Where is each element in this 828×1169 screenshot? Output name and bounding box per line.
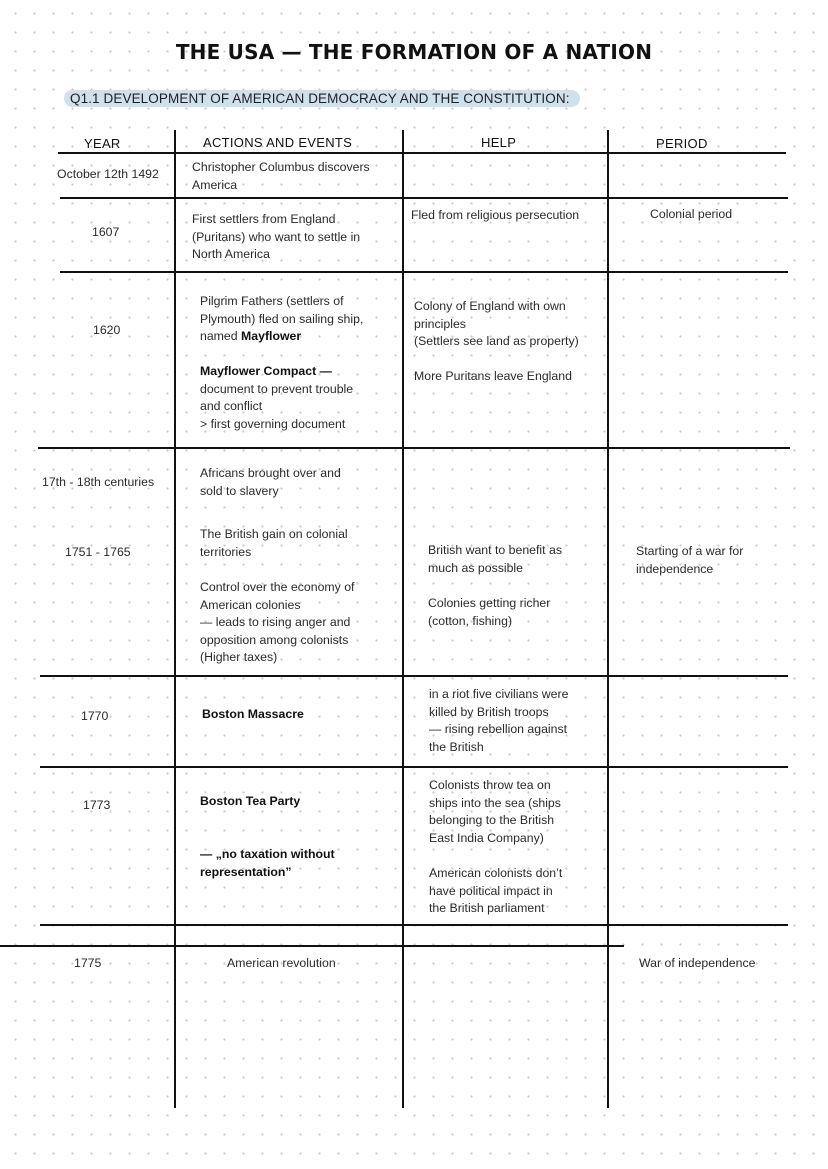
year-cell: 1620 (93, 323, 121, 337)
actions-cell: Boston Massacre (202, 707, 304, 721)
column-divider (607, 130, 609, 1108)
header-period: PERIOD (656, 136, 708, 151)
year-cell: 1751 - 1765 (65, 545, 131, 559)
actions-cell: — „no taxation without representation” (200, 847, 335, 879)
actions-cell: Christopher Columbus discovers America (192, 160, 370, 192)
help-cell: Fled from religious persecution (411, 208, 580, 222)
year-cell: 1775 (74, 956, 102, 970)
help-cell: American colonists don’t have political impact in the British parliament (429, 866, 563, 915)
actions-cell: Boston Tea Party (200, 794, 301, 808)
year-cell: 1773 (83, 798, 111, 812)
year-cell: 17th - 18th centuries (42, 475, 155, 489)
section-subtitle: Q1.1 DEVELOPMENT OF AMERICAN DEMOCRACY AND THE CONSTITUTION: (64, 90, 580, 107)
help-cell: Colonists throw tea on ships into the sea (ships belonging to the British East India Company) (429, 778, 561, 845)
row-divider (60, 197, 788, 199)
help-cell: British want to benefit as much as possible (428, 543, 562, 575)
period-cell: Starting of a war for independence (636, 544, 744, 576)
period-cell: War of independence (639, 956, 756, 970)
page-title: THE USA — THE FORMATION OF A NATION (175, 40, 653, 64)
header-rule (58, 152, 786, 154)
header-help: HELP (481, 135, 517, 150)
column-divider (174, 130, 176, 1108)
actions-cell: Africans brought over and sold to slavery (200, 466, 341, 498)
row-divider (0, 945, 624, 947)
actions-cell: Control over the economy of American colonies — leads to rising anger and opposition among colonists (Higher taxes) (200, 580, 355, 664)
help-cell: in a riot five civilians were killed by British troops — rising rebellion against the British (429, 687, 569, 754)
actions-cell: The British gain on colonial territories (200, 527, 348, 559)
row-divider (40, 924, 788, 926)
row-divider (40, 675, 788, 677)
period-cell: Colonial period (650, 207, 733, 221)
actions-cell-compact: Mayflower Compact — document to prevent trouble and conflict > first governing document (200, 364, 354, 431)
row-divider (40, 766, 788, 768)
actions-cell: Pilgrim Fathers (settlers of Plymouth) fled on sailing ship, named Mayflower (200, 294, 364, 343)
row-divider (60, 271, 788, 273)
year-cell: October 12th 1492 (57, 167, 159, 181)
help-cell: Colony of England with own principles (Settlers see land as property) (414, 299, 579, 348)
row-divider (38, 447, 790, 449)
actions-cell: First settlers from England (Puritans) who want to settle in North America (192, 212, 361, 261)
help-cell: More Puritans leave England (414, 369, 572, 383)
year-cell: 1770 (81, 709, 109, 723)
header-year: YEAR (84, 136, 121, 151)
actions-cell: American revolution (227, 956, 336, 970)
column-divider (402, 130, 404, 1108)
help-cell: Colonies getting richer (cotton, fishing) (428, 596, 551, 628)
header-actions: ACTIONS AND EVENTS (203, 135, 353, 150)
year-cell: 1607 (92, 225, 120, 239)
